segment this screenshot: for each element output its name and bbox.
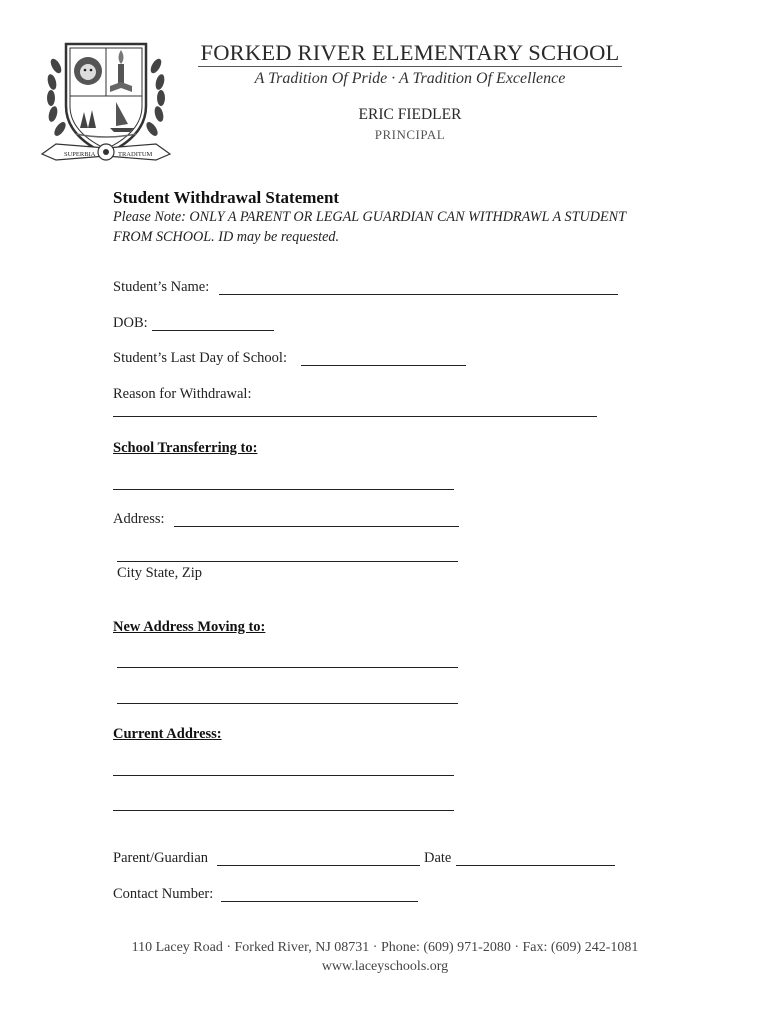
address-field[interactable]	[174, 526, 459, 527]
city-state-zip-field[interactable]	[117, 561, 458, 562]
svg-text:SUPERBIA: SUPERBIA	[64, 151, 96, 158]
current-address-heading: Current Address:	[113, 726, 222, 742]
dob-label: DOB:	[113, 315, 148, 331]
new-address-field-line2[interactable]	[117, 703, 458, 704]
new-address-field-line1[interactable]	[117, 667, 458, 668]
principal-name: ERIC FIEDLER	[358, 106, 462, 123]
school-motto: A Tradition Of Pride · A Tradition Of Excellence	[254, 70, 566, 87]
form-note: Please Note: ONLY A PARENT OR LEGAL GUARDIAN CAN WITHDRAWL A STUDENT FROM SCHOOL. ID may be requested.	[113, 209, 626, 245]
student-name-label: Student’s Name:	[113, 279, 210, 295]
last-day-label: Student’s Last Day of School:	[113, 350, 287, 366]
date-label: Date	[424, 850, 452, 866]
reason-field[interactable]	[113, 416, 597, 417]
svg-text:TRADITUM: TRADITUM	[118, 151, 153, 158]
new-address-heading: New Address Moving to:	[113, 619, 266, 635]
address-label: Address:	[113, 511, 165, 527]
last-day-field[interactable]	[301, 365, 466, 366]
school-name: FORKED RIVER ELEMENTARY SCHOOL	[200, 40, 620, 65]
contact-number-field[interactable]	[221, 901, 418, 902]
current-address-field-line1[interactable]	[113, 775, 454, 776]
reason-label: Reason for Withdrawal:	[113, 386, 252, 402]
school-transferring-heading: School Transferring to:	[113, 440, 258, 456]
principal-title: PRINCIPAL	[374, 127, 446, 142]
header-rule	[198, 66, 622, 67]
current-address-field-line2[interactable]	[113, 810, 454, 811]
form-title: Student Withdrawal Statement	[113, 188, 340, 207]
city-state-zip-label: City State, Zip	[117, 565, 202, 581]
student-name-field-first[interactable]	[219, 294, 431, 295]
date-field[interactable]	[456, 865, 615, 866]
school-crest-logo	[36, 36, 176, 166]
contact-number-label: Contact Number:	[113, 886, 214, 902]
dob-field[interactable]	[152, 330, 274, 331]
parent-guardian-label: Parent/Guardian	[113, 850, 209, 866]
footer-address: 110 Lacey Road · Forked River, NJ 08731 · Phone: (609) 971-2080 · Fax: (609) 242-1081	[131, 940, 639, 955]
footer-website[interactable]: www.laceyschools.org	[321, 959, 449, 974]
parent-guardian-field[interactable]	[217, 865, 420, 866]
student-name-field-last[interactable]	[431, 294, 618, 295]
school-transferring-field[interactable]	[113, 489, 454, 490]
